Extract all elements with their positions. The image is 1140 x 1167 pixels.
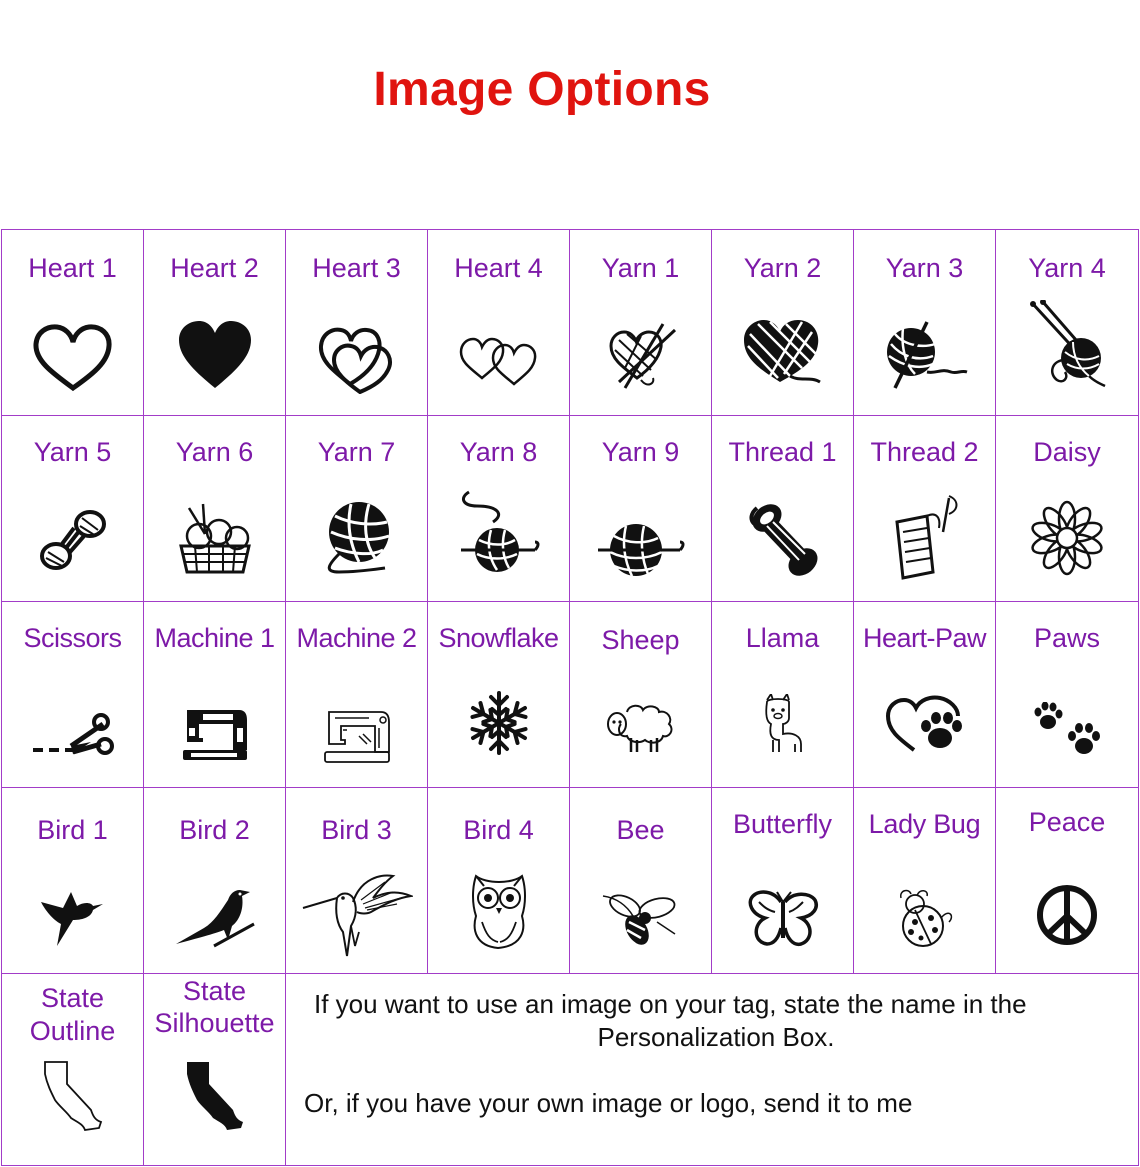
two-hearts-icon: [458, 334, 540, 386]
option-heart-2: [144, 230, 286, 416]
option-label: Bee: [616, 815, 665, 845]
option-label: Thread 1: [728, 437, 837, 467]
option-state-silhouette: [144, 974, 286, 1166]
option-lady-bug: [854, 788, 996, 974]
option-label: Thread 2: [870, 437, 979, 467]
option-label: Heart 1: [28, 253, 117, 283]
yarn-heart-icon: [740, 316, 826, 390]
llama-icon: [759, 694, 807, 754]
option-yarn-9: [570, 416, 712, 602]
option-label-line1: State: [40, 983, 105, 1013]
double-heart-icon: [316, 322, 398, 394]
option-label: Yarn 4: [1028, 253, 1106, 283]
page-title: Image Options: [373, 63, 711, 116]
instruction-line-1: If you want to use an image on your tag, state the name in the: [314, 989, 1027, 1019]
instruction-line-2: Personalization Box.: [597, 1022, 835, 1052]
option-yarn-8: [428, 416, 570, 602]
option-label: Heart 3: [312, 253, 401, 283]
option-label: Scissors: [23, 623, 122, 653]
ladybug-icon: [893, 888, 957, 950]
option-label: Llama: [745, 623, 820, 653]
option-label: Peace: [1028, 807, 1106, 837]
scissors-icon: [31, 712, 115, 762]
option-label: Snowflake: [438, 623, 559, 653]
sewing-machine-filled-icon: [181, 706, 249, 762]
yarn-ball-crochet-icon: [881, 316, 969, 394]
option-yarn-1: [570, 230, 712, 416]
option-thread-1: [712, 416, 854, 602]
option-heart-4: [428, 230, 570, 416]
option-butterfly: [712, 788, 854, 974]
yarn-skein-icon: [38, 508, 108, 574]
option-snowflake: [428, 602, 570, 788]
option-thread-2: [854, 416, 996, 602]
option-label-line1: State: [182, 976, 247, 1006]
option-label: Yarn 7: [317, 437, 396, 467]
option-label: Heart-Paw: [862, 623, 987, 653]
option-label: Heart 2: [170, 253, 259, 283]
option-label: Yarn 8: [459, 437, 538, 467]
option-yarn-3: [854, 230, 996, 416]
option-bird-2: [144, 788, 286, 974]
option-state-outline: [2, 974, 144, 1166]
option-label: Paws: [1033, 623, 1101, 653]
option-yarn-7: [286, 416, 428, 602]
state-outline-icon: [41, 1060, 105, 1132]
option-yarn-2: [712, 230, 854, 416]
option-yarn-5: [2, 416, 144, 602]
option-machine-2: [286, 602, 428, 788]
snowflake-icon: [466, 690, 532, 756]
option-heart-1: [2, 230, 144, 416]
peace-sign-icon: [1036, 884, 1098, 946]
instruction-line-3: Or, if you have your own image or logo, send it to me: [304, 1088, 913, 1118]
yarn-ball-needle-icon: [596, 520, 686, 582]
daisy-icon: [1028, 500, 1106, 576]
option-label: Yarn 5: [33, 437, 112, 467]
instructions-cell: [286, 974, 1139, 1166]
option-label: Sheep: [601, 625, 680, 655]
option-label: Bird 4: [463, 815, 534, 845]
option-llama: [712, 602, 854, 788]
option-heart-paw: [854, 602, 996, 788]
option-label: Bird 1: [37, 815, 108, 845]
option-bird-3: [286, 788, 428, 974]
owl-icon: [468, 874, 530, 950]
option-sheep: [570, 602, 712, 788]
option-daisy: [996, 416, 1139, 602]
yarn-basket-icon: [175, 500, 255, 576]
heart-outline-icon: [31, 322, 115, 394]
option-label: Butterfly: [732, 809, 833, 839]
option-label-line2: Silhouette: [154, 1008, 275, 1038]
option-label: Yarn 1: [601, 253, 680, 283]
option-bee: [570, 788, 712, 974]
option-label: Bird 3: [321, 815, 392, 845]
hummingbird-outline-icon: [301, 872, 413, 964]
yarn-ball-hook-icon: [457, 488, 541, 578]
option-label: Yarn 6: [175, 437, 254, 467]
songbird-silhouette-icon: [174, 886, 256, 948]
option-label: Bird 2: [179, 815, 250, 845]
image-options-grid: [1, 229, 1139, 1166]
option-label: Machine 1: [154, 623, 275, 653]
paws-icon: [1032, 702, 1102, 758]
option-label: Yarn 9: [601, 437, 680, 467]
option-label: Yarn 2: [743, 253, 822, 283]
option-bird-4: [428, 788, 570, 974]
option-label: Yarn 3: [885, 253, 964, 283]
heart-filled-icon: [177, 320, 253, 390]
thread-spool-icon: [745, 496, 821, 580]
sheep-icon: [605, 702, 677, 756]
option-label: Daisy: [1033, 437, 1101, 467]
option-bird-1: [2, 788, 144, 974]
option-label: Lady Bug: [868, 809, 981, 839]
option-heart-3: [286, 230, 428, 416]
yarn-ball-knitting-needles-icon: [1027, 300, 1107, 388]
thread-spool-needle-icon: [887, 492, 963, 584]
sewing-machine-outline-icon: [323, 708, 391, 764]
option-paws: [996, 602, 1139, 788]
option-peace: [996, 788, 1139, 974]
hummingbird-silhouette-icon: [41, 888, 105, 948]
yarn-heart-needles-icon: [601, 318, 681, 392]
option-machine-1: [144, 602, 286, 788]
option-yarn-4: [996, 230, 1139, 416]
option-scissors: [2, 602, 144, 788]
option-label: Machine 2: [296, 623, 417, 653]
option-yarn-6: [144, 416, 286, 602]
option-label-line2: Outline: [29, 1016, 116, 1046]
state-silhouette-icon: [183, 1060, 247, 1132]
butterfly-icon: [745, 888, 821, 950]
bee-icon: [601, 892, 681, 952]
heart-paw-icon: [884, 694, 966, 758]
yarn-ball-icon: [321, 498, 393, 578]
option-label: Heart 4: [454, 253, 543, 283]
